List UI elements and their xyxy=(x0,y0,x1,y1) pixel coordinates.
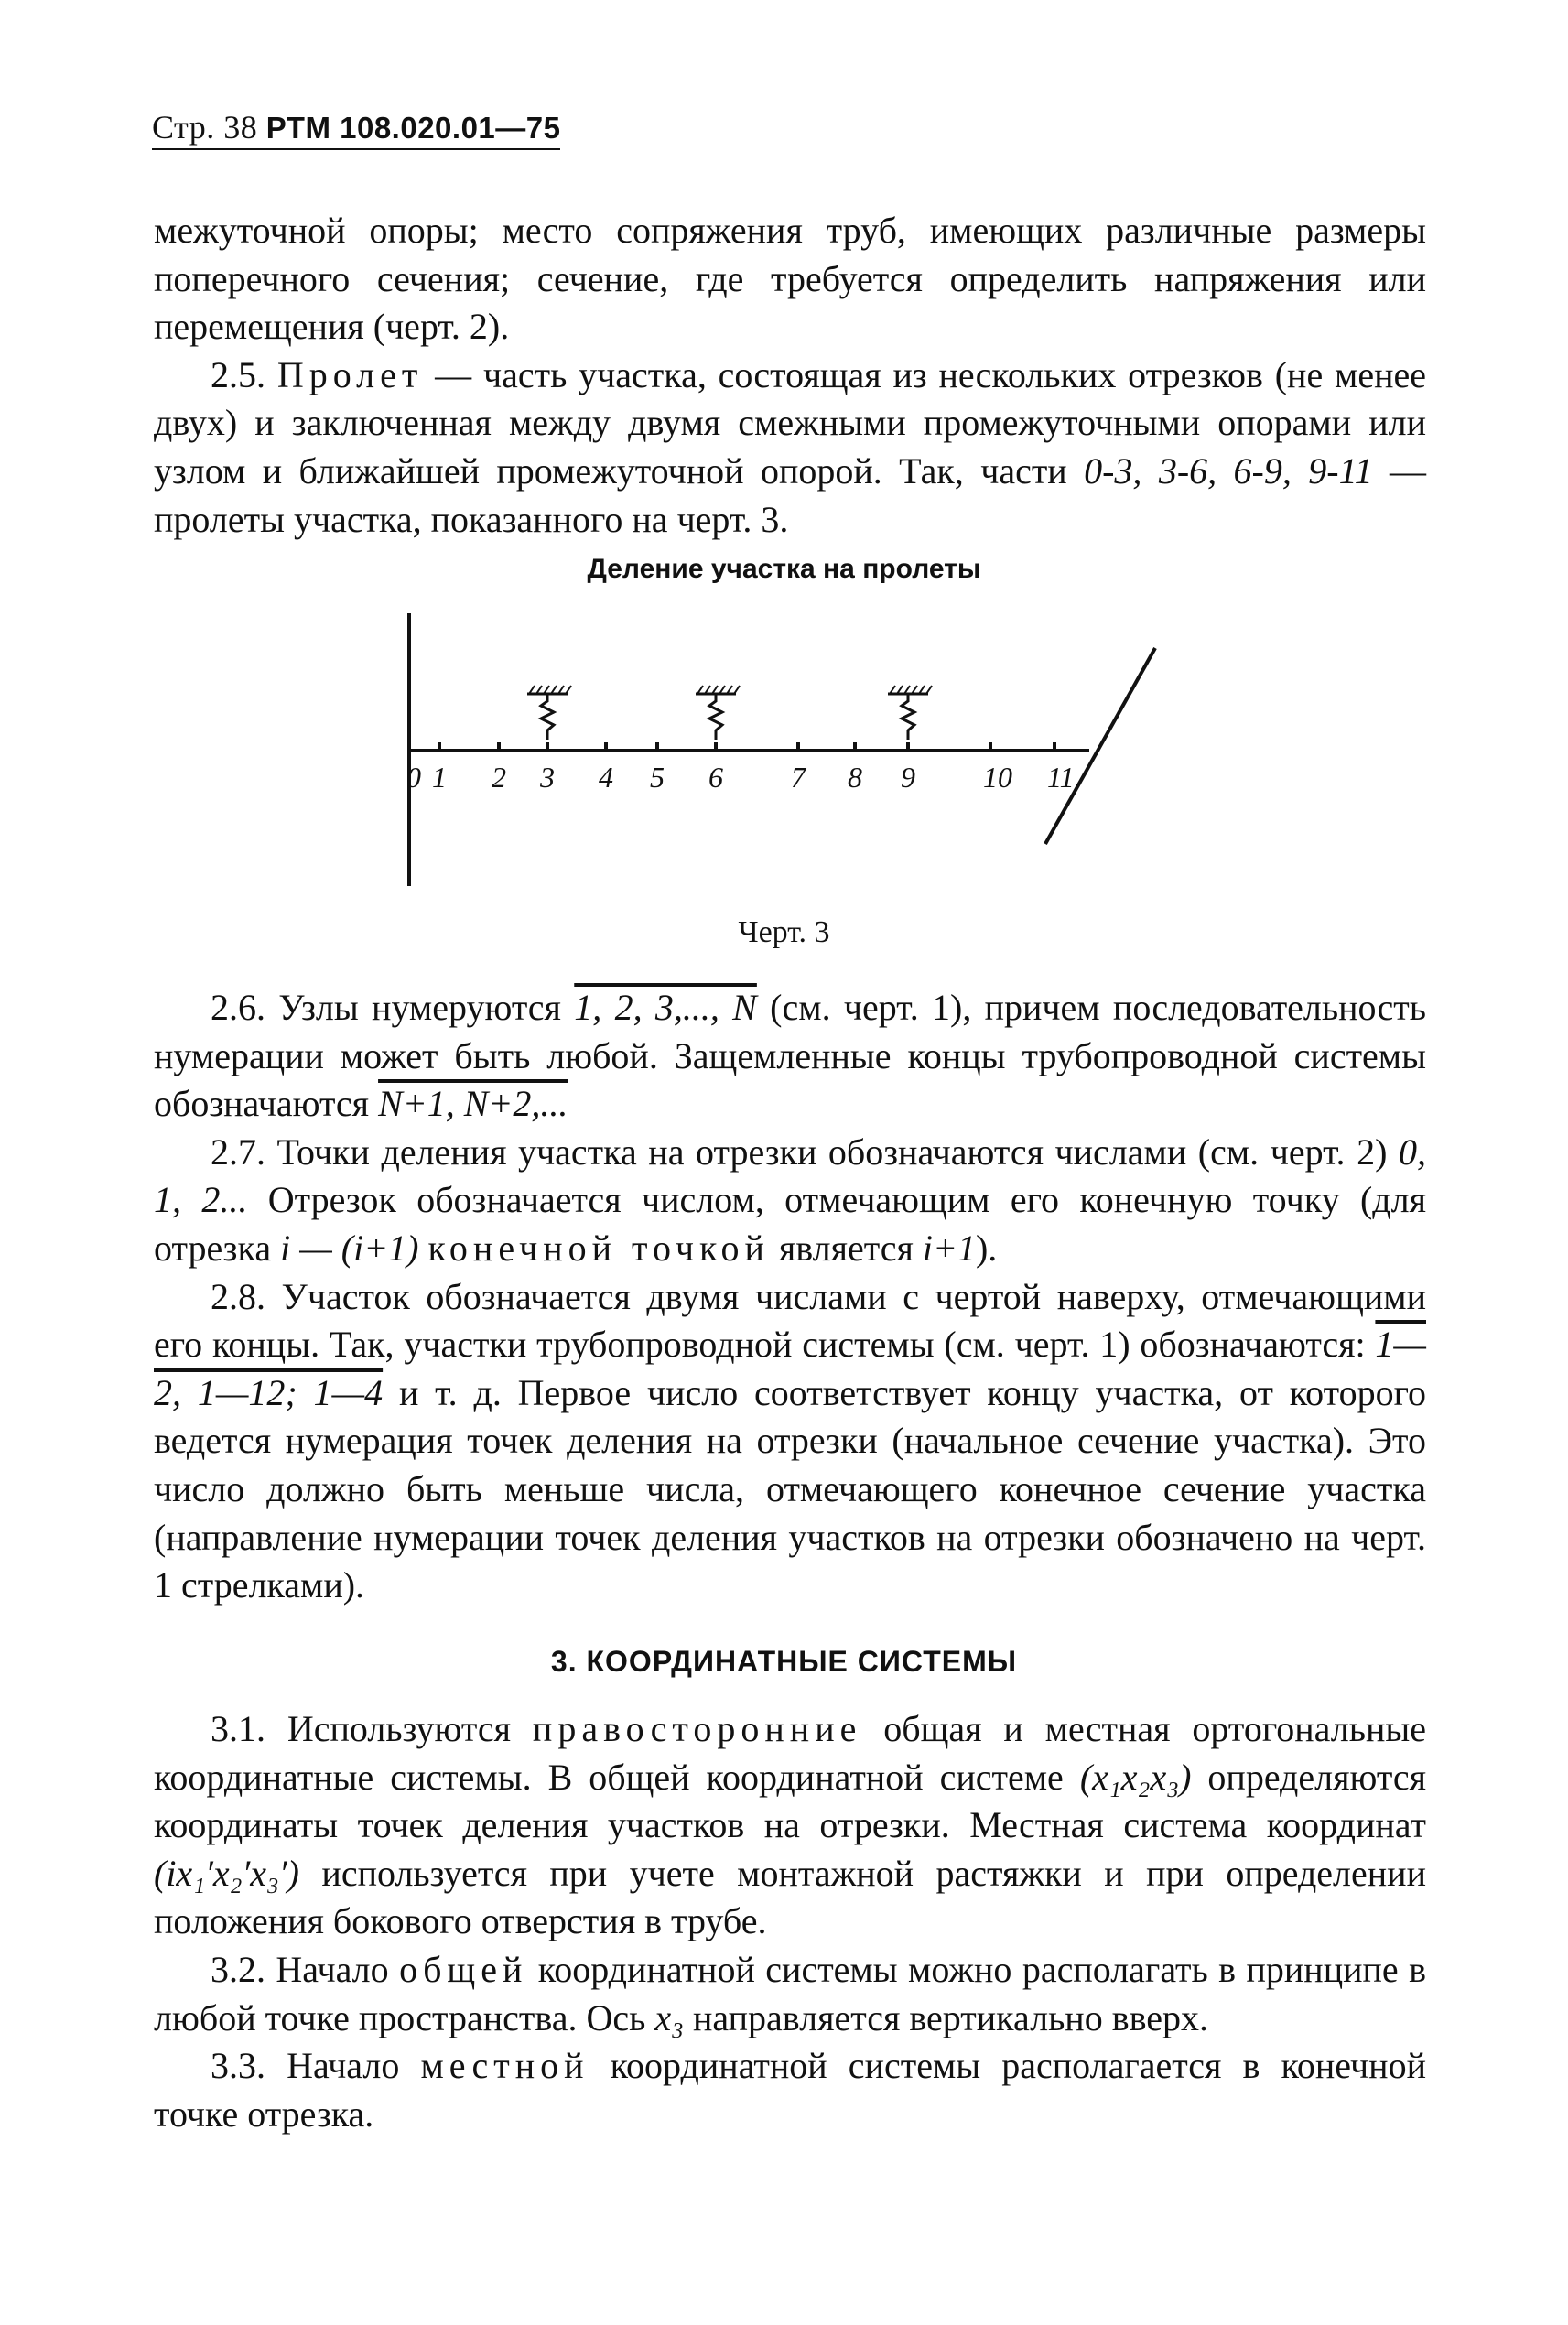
tick-label: 8 xyxy=(848,761,862,794)
tick-label: 1 xyxy=(432,761,447,794)
spring-support xyxy=(527,686,571,740)
para-text xyxy=(419,1227,428,1269)
para-text: Отрезок обозначается числом, отмечающим его конечную точку (для отрезка xyxy=(154,1179,1427,1269)
para-text: (см. черт. 1), причем последовательность нумерации может быть любой. Защемленные концы трубопроводной системы обозначаются xyxy=(154,987,1427,1125)
para-text: Используются xyxy=(265,1708,533,1749)
para-text: направляется вертикально вверх. xyxy=(684,1996,1209,2038)
para-text: Начало xyxy=(265,2045,421,2087)
tick-label: 7 xyxy=(791,761,806,794)
para-text: Точки деления участка на отрезки обозначаются числами (см. черт. 2) xyxy=(265,1130,1399,1173)
para-text: Начало xyxy=(265,1948,400,1990)
tick-label: 5 xyxy=(650,761,665,794)
tick-label: 11 xyxy=(1047,761,1075,794)
tick-label: 0 xyxy=(406,761,421,794)
para-2-6 xyxy=(154,984,1426,1129)
figure-title: Деление участка на пролеты xyxy=(587,554,981,584)
spring-support xyxy=(888,686,932,740)
term-span: Пролет xyxy=(276,353,424,395)
node-numbers: 1, 2, 3,..., N xyxy=(574,987,757,1028)
segment-formula: i — (i+1) xyxy=(280,1227,419,1269)
span-parts: 0-3, 3-6, 6-9, 9-11 xyxy=(1084,449,1373,492)
para-num: 2.5. xyxy=(211,353,265,395)
para-text: — часть участка, состоящая из нескольких отрезков (не менее двух) и заключенная между двумя смежными промежуточными опорами или узлом и ближайшей промежуточной опорой. Так, части xyxy=(154,353,1426,492)
para-2-5 xyxy=(154,351,1426,544)
para-3-2 xyxy=(154,1946,1426,2042)
end-point-formula: i+1 xyxy=(922,1227,976,1269)
para-text: определяются координаты точек деления участков на отрезки. Местная система координат xyxy=(154,1756,1427,1846)
spring-supports xyxy=(527,686,932,740)
figure-caption: Черт. 3 xyxy=(738,915,830,949)
page-label: Стр. 38 xyxy=(152,109,258,146)
para-2-8 xyxy=(154,1273,1426,1610)
para-text: координатной системы можно располагать в принципе в любой точке пространства. Ось xyxy=(154,1948,1426,2038)
axis-symbol: x₃ xyxy=(654,1996,685,2038)
para-2-7 xyxy=(154,1129,1426,1273)
tick-label: 6 xyxy=(708,761,723,794)
para-text: общая и местная ортогональные координатные системы. В общей координатной системе xyxy=(154,1708,1426,1798)
text-block-bottom xyxy=(154,1705,1426,2138)
tick-label: 10 xyxy=(983,761,1012,794)
para-num: 3.3. xyxy=(211,2045,265,2087)
para-num: 2.8. xyxy=(211,1275,265,1317)
spaced-text: общей xyxy=(399,1948,528,1990)
para-text: — пролеты участка, показанного на черт. 3. xyxy=(154,449,1427,540)
tick-label: 9 xyxy=(901,761,915,794)
para-text: Участок обозначается двумя числами с чертой наверху, отмечающими его концы. Так, участки трубопроводной системы (см. черт. 1) обозначаются: xyxy=(154,1275,1426,1366)
para-num: 2.6. xyxy=(211,987,265,1028)
para-text: и т. д. Первое число соответствует концу участка, от которого ведется нумерация точек деления на отрезки (начальное сечение участка). Это число должно быть меньше числа, отмечающего конечное сечение участка (направление нумерации точек деления участков на отрезки обозначено на черт. 1 стрелками). xyxy=(154,1371,1426,1606)
para-3-3 xyxy=(154,2042,1426,2138)
text-block-middle xyxy=(154,984,1426,1610)
para-text: Узлы нумеруются xyxy=(265,987,575,1028)
local-coords: (ix₁′x₂′x₃′) xyxy=(154,1852,299,1894)
clamped-ends: N+1, N+2,... xyxy=(378,1083,568,1125)
para-num: 3.2. xyxy=(211,1948,265,1990)
para-num: 3.1. xyxy=(211,1708,265,1749)
doc-code: РТМ 108.020.01—75 xyxy=(265,111,561,145)
text-block-top xyxy=(154,207,1426,544)
point-numbers: 0, 1, 2... xyxy=(154,1130,1426,1221)
tick-label: 3 xyxy=(540,761,555,794)
tick-labels xyxy=(406,761,1075,794)
section-heading: 3. КООРДИНАТНЫЕ СИСТЕМЫ xyxy=(550,1645,1018,1678)
global-coords: (x₁x₂x₃) xyxy=(1079,1756,1192,1798)
span-diagram xyxy=(0,595,1568,906)
para-intro: межуточной опоры; место сопряжения труб, имеющих различные размеры поперечного сечения; сечение, где требуется определить напряжения или перемещения (черт. 2). xyxy=(154,210,1426,348)
para-text: координатной системы располагается в конечной точке отрезка. xyxy=(154,2045,1426,2135)
right-clamp-line xyxy=(1045,648,1155,844)
para-text: ). xyxy=(975,1227,998,1269)
tick-label: 2 xyxy=(492,761,506,794)
para-text: используется при учете монтажной растяжки и при определении положения бокового отверстия в трубе. xyxy=(154,1852,1426,1942)
spaced-text: правосторонние xyxy=(532,1708,862,1749)
section-examples: 1—2, 1—12; 1—4 xyxy=(154,1324,1426,1413)
tick-label: 4 xyxy=(599,761,613,794)
spaced-text: местной xyxy=(420,2045,589,2087)
para-3-1 xyxy=(154,1705,1426,1946)
spaced-text: конечной точкой xyxy=(427,1227,770,1269)
para-num: 2.7. xyxy=(211,1130,265,1173)
spring-support xyxy=(696,686,740,740)
para-text: является xyxy=(769,1227,923,1269)
page-header xyxy=(152,108,560,150)
